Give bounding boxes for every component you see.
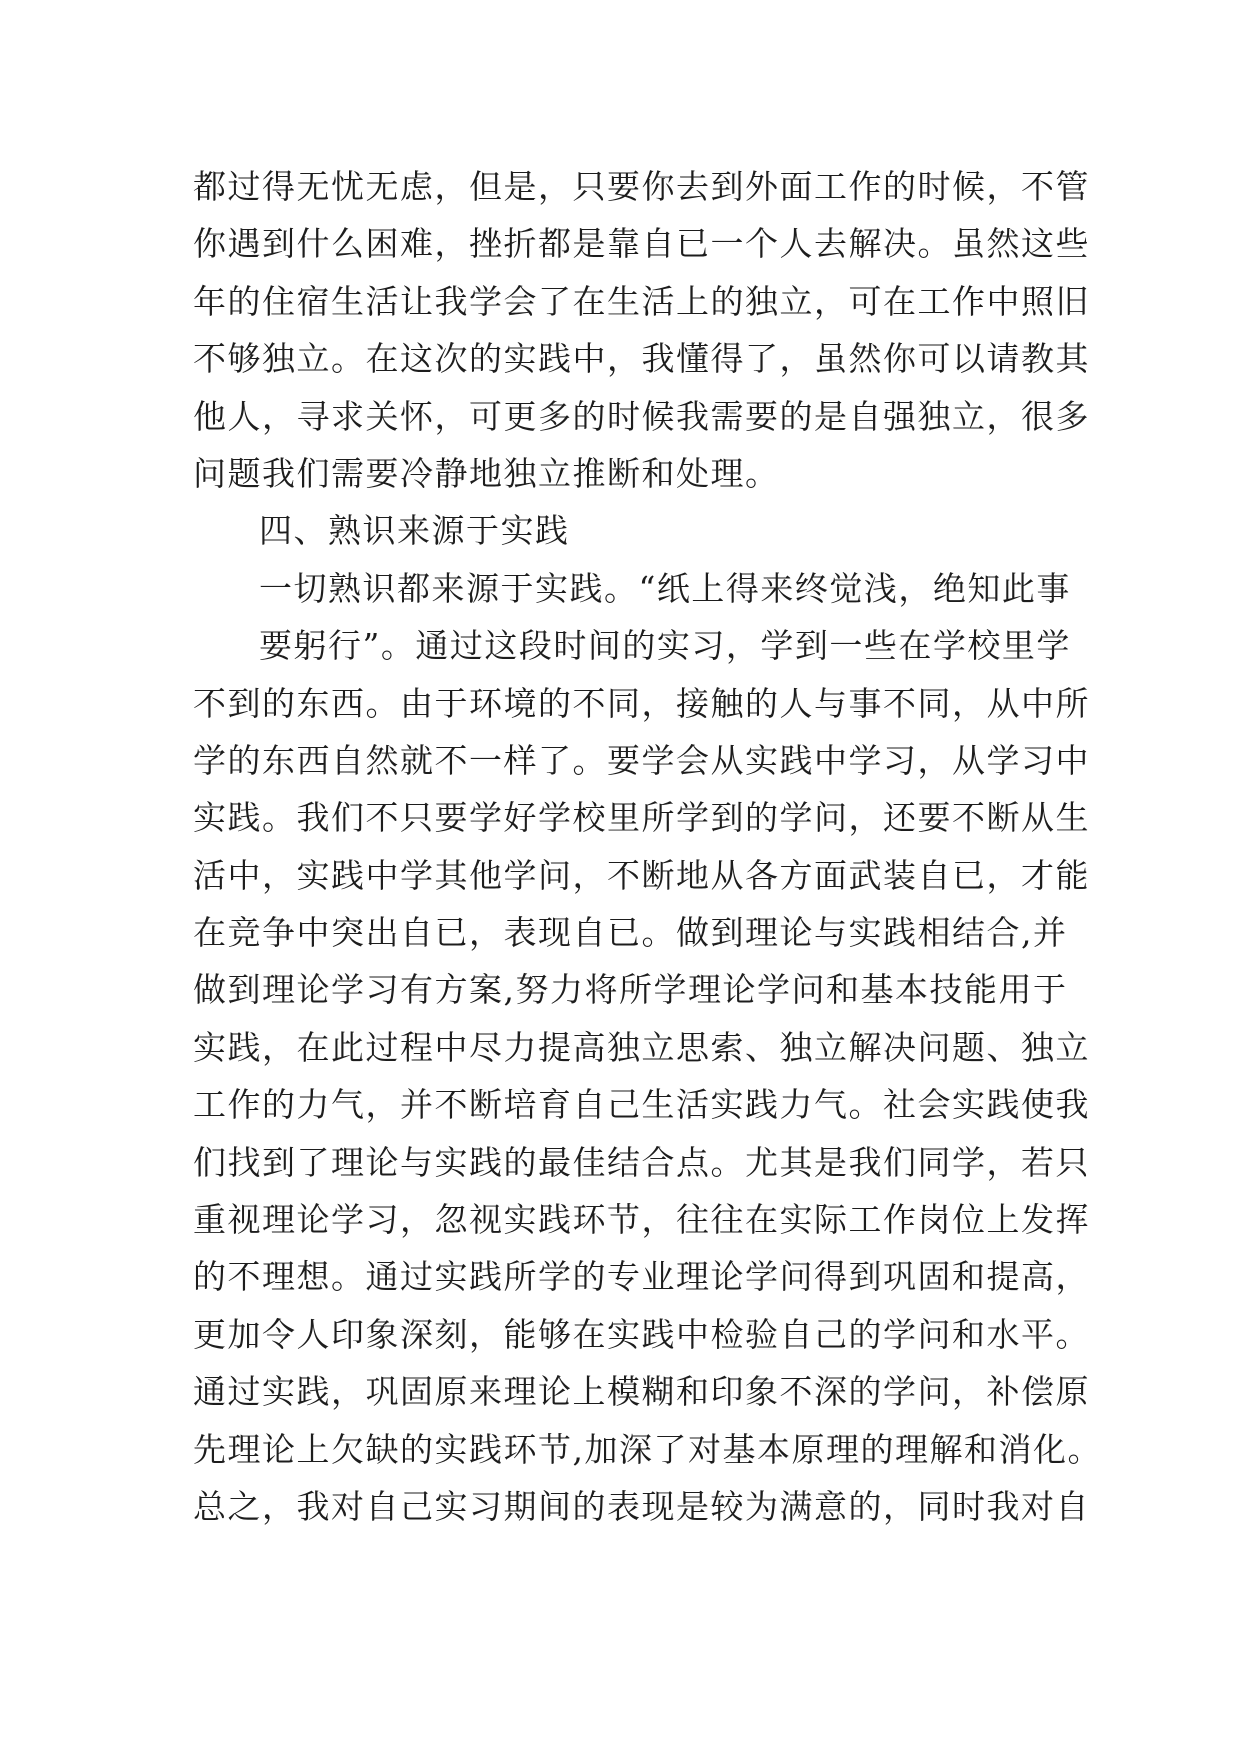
text-line: 要躬行”。通过这段时间的实习，学到一些在学校里学	[259, 626, 1071, 666]
text-line: 活中，实践中学其他学问，不断地从各方面武装自已，才能	[193, 855, 1090, 895]
text-line: 总之，我对自己实习期间的表现是较为满意的，同时我对自	[193, 1486, 1090, 1526]
text-line: 不到的东西。由于环境的不同，接触的人与事不同，从中所	[193, 683, 1090, 723]
text-line: 一切熟识都来源于实践。“纸上得来终觉浅，绝知此事	[259, 568, 1071, 608]
text-line: 在竞争中突出自已，表现自已。做到理论与实践相结合,并	[193, 913, 1068, 953]
text-line: 先理论上欠缺的实践环节,加深了对基本原理的理解和消化。	[193, 1429, 1102, 1469]
text-line: 们找到了理论与实践的最佳结合点。尤其是我们同学，若只	[193, 1142, 1090, 1182]
text-line: 更加令人印象深刻，能够在实践中检验自己的学问和水平。	[193, 1314, 1090, 1354]
section-heading: 四、熟识来源于实践	[259, 511, 570, 551]
text-line: 实践。我们不只要学好学校里所学到的学问，还要不断从生	[193, 798, 1090, 838]
text-line: 你遇到什么困难，挫折都是靠自已一个人去解决。虽然这些	[193, 224, 1090, 264]
text-line: 他人，寻求关怀，可更多的时候我需要的是自强独立，很多	[193, 396, 1090, 436]
text-line: 学的东西自然就不一样了。要学会从实践中学习，从学习中	[193, 740, 1090, 780]
text-line: 的不理想。通过实践所学的专业理论学问得到巩固和提高，	[193, 1257, 1090, 1297]
text-line: 工作的力气，并不断培育自己生活实践力气。社会实践使我	[193, 1085, 1090, 1125]
text-line: 通过实践，巩固原来理论上模糊和印象不深的学问，补偿原	[193, 1372, 1090, 1412]
text-line: 都过得无忧无虑，但是，只要你去到外面工作的时候，不管	[193, 167, 1090, 206]
text-line: 不够独立。在这次的实践中，我懂得了，虽然你可以请教其	[193, 339, 1090, 379]
body-text	[193, 158, 1102, 1535]
text-line: 问题我们需要冷静地独立推断和处理。	[193, 453, 780, 493]
text-line: 实践，在此过程中尽力提高独立思索、独立解决问题、独立	[193, 1027, 1090, 1067]
text-line: 年的住宿生活让我学会了在生活上的独立，可在工作中照旧	[193, 281, 1090, 321]
text-line: 重视理论学习，忽视实践环节，往往在实际工作岗位上发挥	[193, 1200, 1090, 1240]
text-line: 做到理论学习有方案,努力将所学理论学问和基本技能用于	[193, 970, 1068, 1010]
